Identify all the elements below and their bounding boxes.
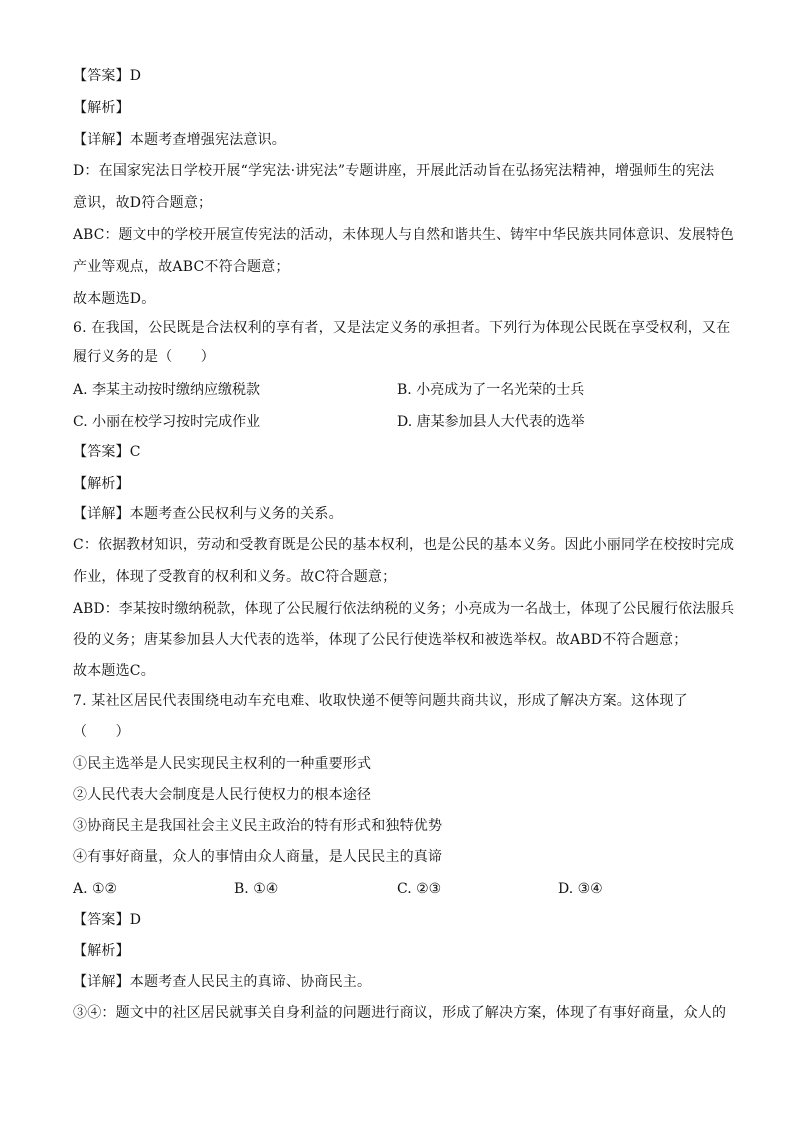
q5-explain-d-line2: 意识，故D符合题意； bbox=[73, 195, 213, 211]
q6-detail: 【详解】本题考查公民权利与义务的关系。 bbox=[73, 506, 343, 522]
q7-option-d: D. ③④ bbox=[558, 881, 603, 897]
q7-stem-line2: （ ） bbox=[73, 724, 130, 740]
q6-analysis-heading: 【解析】 bbox=[73, 476, 130, 492]
q5-analysis-heading: 【解析】 bbox=[73, 100, 130, 116]
q6-option-d: D. 唐某参加县人大代表的选举 bbox=[397, 414, 585, 430]
q7-statement-2: ②人民代表大会制度是人民行使权力的根本途径 bbox=[73, 787, 372, 803]
q7-statement-1: ①民主选举是人民实现民主权利的一种重要形式 bbox=[73, 756, 372, 772]
q6-conclusion: 故本题选C。 bbox=[73, 663, 155, 679]
q7-stem-line1: 7. 某社区居民代表围绕电动车充电难、收取快递不便等问题共商共议，形成了解决方案。这体现了 bbox=[73, 693, 688, 709]
q6-option-a: A. 李某主动按时缴纳应缴税款 bbox=[73, 382, 261, 398]
q7-statement-3: ③协商民主是我国社会主义民主政治的特有形式和独特优势 bbox=[73, 818, 443, 834]
q7-option-a: A. ①② bbox=[73, 881, 118, 897]
q7-option-b: B. ①④ bbox=[234, 881, 279, 897]
q7-detail: 【详解】本题考查人民民主的真谛、协商民主。 bbox=[73, 974, 372, 990]
q6-explain-c-line1: C：依据教材知识，劳动和受教育既是公民的基本权利，也是公民的基本义务。因此小丽同学在校按时完成 bbox=[73, 537, 735, 553]
q7-option-c: C. ②③ bbox=[397, 881, 442, 897]
q5-detail: 【详解】本题考查增强宪法意识。 bbox=[73, 132, 286, 148]
q6-option-b: B. 小亮成为了一名光荣的士兵 bbox=[397, 382, 585, 398]
q7-explain-line1: ③④：题文中的社区居民就事关自身利益的问题进行商议，形成了解决方案，体现了有事好商量，众人的 bbox=[73, 1005, 727, 1021]
q5-explain-abc-line2: 产业等观点，故ABC不符合题意； bbox=[73, 259, 290, 275]
q5-answer: 【答案】D bbox=[73, 68, 142, 84]
q5-conclusion: 故本题选D。 bbox=[73, 291, 156, 307]
q7-analysis-heading: 【解析】 bbox=[73, 943, 130, 959]
q6-answer: 【答案】C bbox=[73, 444, 141, 460]
q5-explain-abc-line1: ABC：题文中的学校开展宣传宪法的活动，未体现人与自然和谐共生、铸牢中华民族共同体意识、发展特色 bbox=[73, 227, 734, 243]
q6-explain-c-line2: 作业，体现了受教育的权利和义务。故C符合题意； bbox=[73, 569, 397, 585]
q7-answer: 【答案】D bbox=[73, 912, 142, 928]
q6-option-c: C. 小丽在校学习按时完成作业 bbox=[73, 414, 261, 430]
q6-explain-abd-line2: 役的义务；唐某参加县人大代表的选举，体现了公民行使选举权和被选举权。故ABD不符合题意； bbox=[73, 632, 688, 648]
q6-explain-abd-line1: ABD：李某按时缴纳税款，体现了公民履行依法纳税的义务；小亮成为一名战士，体现了公民履行依法服兵 bbox=[73, 601, 735, 617]
q7-statement-4: ④有事好商量，众人的事情由众人商量，是人民民主的真谛 bbox=[73, 849, 443, 865]
q6-stem-line2: 履行义务的是（ ） bbox=[73, 349, 215, 365]
q5-explain-d-line1: D：在国家宪法日学校开展“学宪法·讲宪法”专题讲座，开展此活动旨在弘扬宪法精神，增强师生的宪法 bbox=[73, 163, 715, 179]
q6-stem-line1: 6. 在我国，公民既是合法权利的享有者，又是法定义务的承担者。下列行为体现公民既在享受权利，又在 bbox=[73, 320, 731, 336]
